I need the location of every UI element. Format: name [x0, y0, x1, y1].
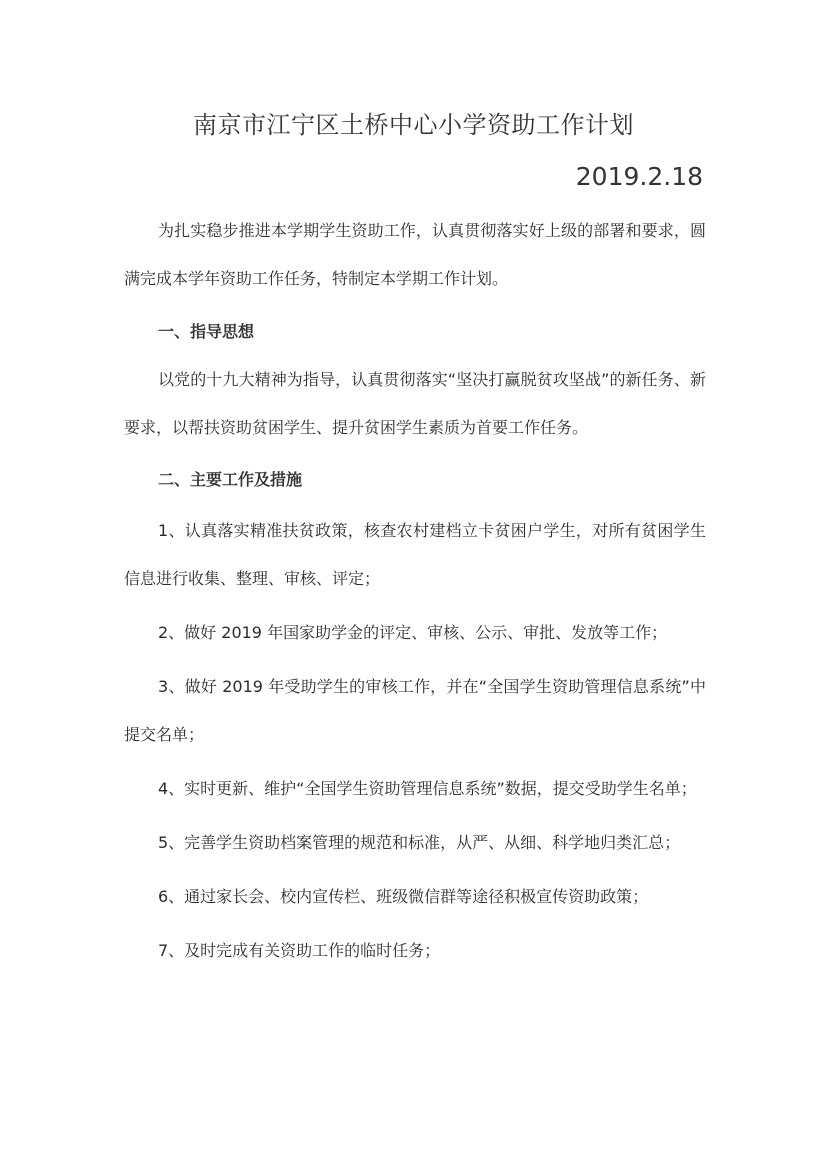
list-item: 3、做好 2019 年受助学生的审核工作，并在“全国学生资助管理信息系统”中提交名单； — [124, 677, 706, 744]
list-item: 5、完善学生资助档案管理的规范和标准，从严、从细、科学地归类汇总； — [158, 833, 681, 852]
intro-paragraph: 为扎实稳步推进本学期学生资助工作，认真贯彻落实好上级的部署和要求，圆满完成本学年资助工作任务，特制定本学期工作计划。 — [124, 221, 706, 288]
section-1-text-block — [124, 356, 706, 452]
document-date: 2019.2.18 — [575, 162, 703, 191]
list-item: 2、做好 2019 年国家助学金的评定、审核、公示、审批、发放等工作； — [158, 623, 668, 642]
list-item: 4、实时更新、维护“全国学生资助管理信息系统”数据，提交受助学生名单； — [158, 779, 697, 798]
intro-paragraph-block — [124, 207, 706, 303]
section-1-block — [124, 308, 706, 356]
list-item: 6、通过家长会、校内宣传栏、班级微信群等途径积极宣传资助政策； — [158, 887, 649, 906]
document-title: 南京市江宁区土桥中心小学资助工作计划 — [193, 111, 634, 139]
section-2-block — [124, 456, 706, 504]
measures-list — [124, 507, 706, 981]
section-2-heading: 二、主要工作及措施 — [158, 470, 303, 489]
section-1-heading: 一、指导思想 — [158, 322, 255, 341]
list-item: 1、认真落实精准扶贫政策，核查农村建档立卡贫困户学生，对所有贫困学生信息进行收集、整理、审核、评定； — [124, 521, 706, 588]
list-item: 7、及时完成有关资助工作的临时任务； — [158, 941, 441, 960]
section-1-paragraph: 以党的十九大精神为指导，认真贯彻落实“坚决打赢脱贫攻坚战”的新任务、新要求，以帮扶资助贫困学生、提升贫困学生素质为首要工作任务。 — [124, 370, 706, 437]
